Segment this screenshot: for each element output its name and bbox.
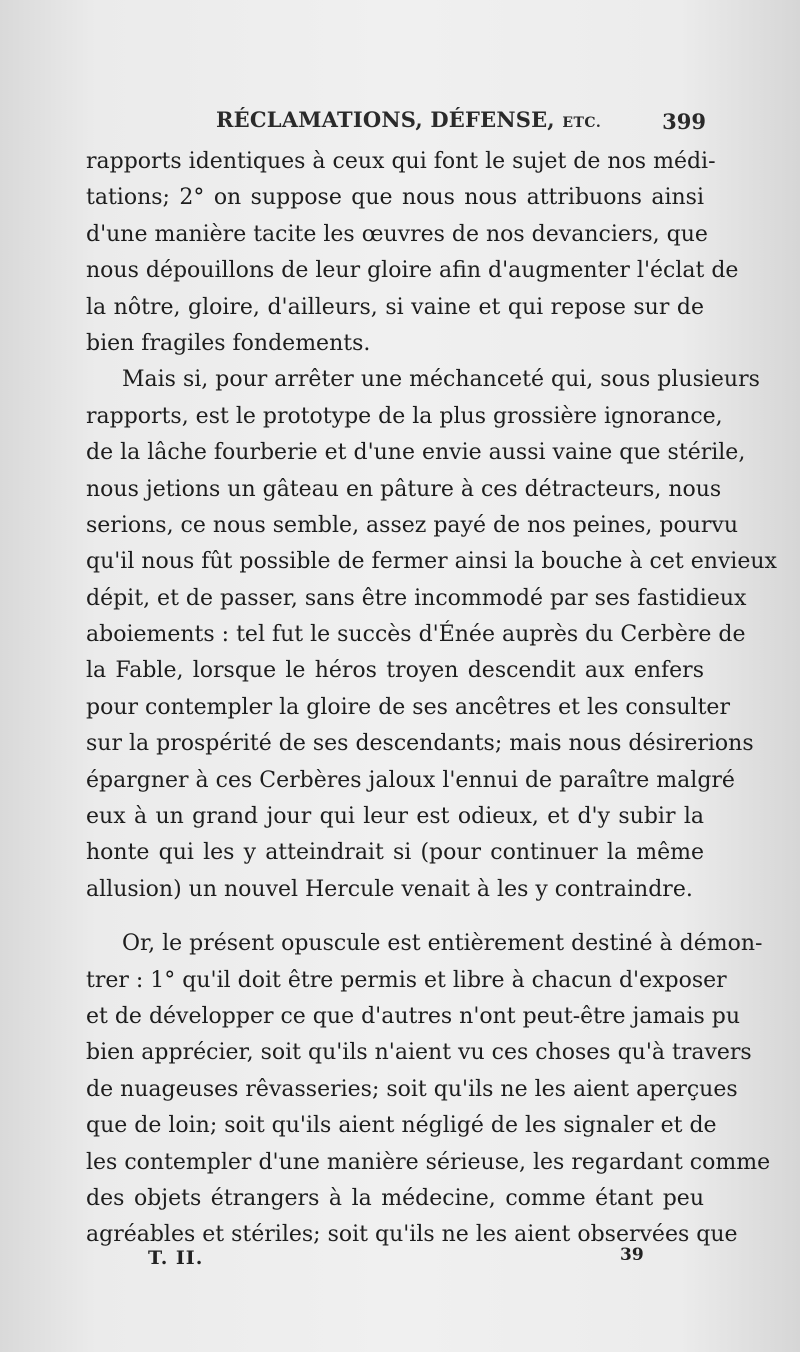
text-line: allusion) un nouvel Hercule venait à les y contraindre.: [86, 876, 693, 902]
text-line: de nuageuses rêvasseries; soit qu'ils ne les aient aperçues: [86, 1076, 738, 1102]
text-line: agréables et stériles; soit qu'ils ne les aient observées que: [86, 1222, 738, 1248]
text-line: rapports identiques à ceux qui font le sujet de nos médi-: [86, 149, 716, 174]
page-footer: [88, 1247, 706, 1279]
text-line: sur la prospérité de ses descendants; mais nous désirerions: [86, 731, 754, 757]
text-line: et de développer ce que d'autres n'ont peut-être jamais pu: [86, 1003, 741, 1029]
text-line: eux à un grand jour qui leur est odieux, et d'y subir la: [86, 804, 704, 830]
text-line: honte qui les y atteindrait si (pour continuer la même: [86, 840, 704, 866]
text-line: la nôtre, gloire, d'ailleurs, si vaine et qui repose sur de: [86, 294, 704, 320]
page-number: 399: [662, 109, 706, 134]
text-line: nous jetions un gâteau en pâture à ces détracteurs, nous: [86, 476, 722, 502]
running-head-main: RÉCLAMATIONS, DÉFENSE,: [216, 107, 563, 132]
running-head-small: ETC.: [562, 115, 602, 131]
text-line: trer : 1° qu'il doit être permis et libre à chacun d'exposer: [86, 967, 727, 993]
text-line: bien fragiles fondements.: [86, 330, 371, 356]
text-line: Mais si, pour arrêter une méchanceté qui, sous plusieurs: [122, 367, 760, 393]
paragraph-1: [86, 144, 739, 362]
text-line: serions, ce nous semble, assez payé de nos peines, pourvu: [86, 512, 738, 538]
text-line: Or, le présent opuscule est entièrement destiné à démon-: [122, 931, 763, 957]
text-line: d'une manière tacite les œuvres de nos devanciers, que: [86, 221, 708, 247]
body-text: [86, 144, 777, 1254]
text-line: qu'il nous fût possible de fermer ainsi la bouche à cet envieux: [86, 549, 777, 575]
text-line: des objets étrangers à la médecine, comme étant peu: [86, 1185, 704, 1211]
signature-mark: T. II.: [148, 1247, 204, 1269]
text-line: rapports, est le prototype de la plus grossière ignorance,: [86, 403, 723, 429]
paragraph-gap: [86, 908, 704, 926]
text-line: de la lâche fourberie et d'une envie aussi vaine que stérile,: [86, 440, 746, 466]
text-line: bien apprécier, soit qu'ils n'aient vu ces choses qu'à travers: [86, 1040, 752, 1066]
text-line: épargner à ces Cerbères jaloux l'ennui de paraître malgré: [86, 767, 735, 793]
text-line: dépit, et de passer, sans être incommodé par ses fastidieux: [86, 585, 747, 611]
text-line: la Fable, lorsque le héros troyen descendit aux enfers: [86, 658, 704, 684]
paragraph-3: [86, 926, 771, 1254]
text-line: que de loin; soit qu'ils aient négligé de les signaler et de: [86, 1113, 717, 1139]
text-line: les contempler d'une manière sérieuse, les regardant comme: [86, 1149, 771, 1175]
running-head: [216, 107, 601, 132]
text-line: aboiements : tel fut le succès d'Énée auprès du Cerbère de: [86, 622, 746, 648]
text-line: nous dépouillons de leur gloire afin d'augmenter l'éclat de: [86, 258, 739, 284]
text-line: pour contempler la gloire de ses ancêtres et les consulter: [86, 694, 730, 720]
sheet-number: 39: [620, 1245, 644, 1265]
paragraph-2: [86, 362, 777, 908]
text-line: tations; 2° on suppose que nous nous attribuons ainsi: [86, 185, 704, 211]
page-header: [88, 107, 706, 139]
